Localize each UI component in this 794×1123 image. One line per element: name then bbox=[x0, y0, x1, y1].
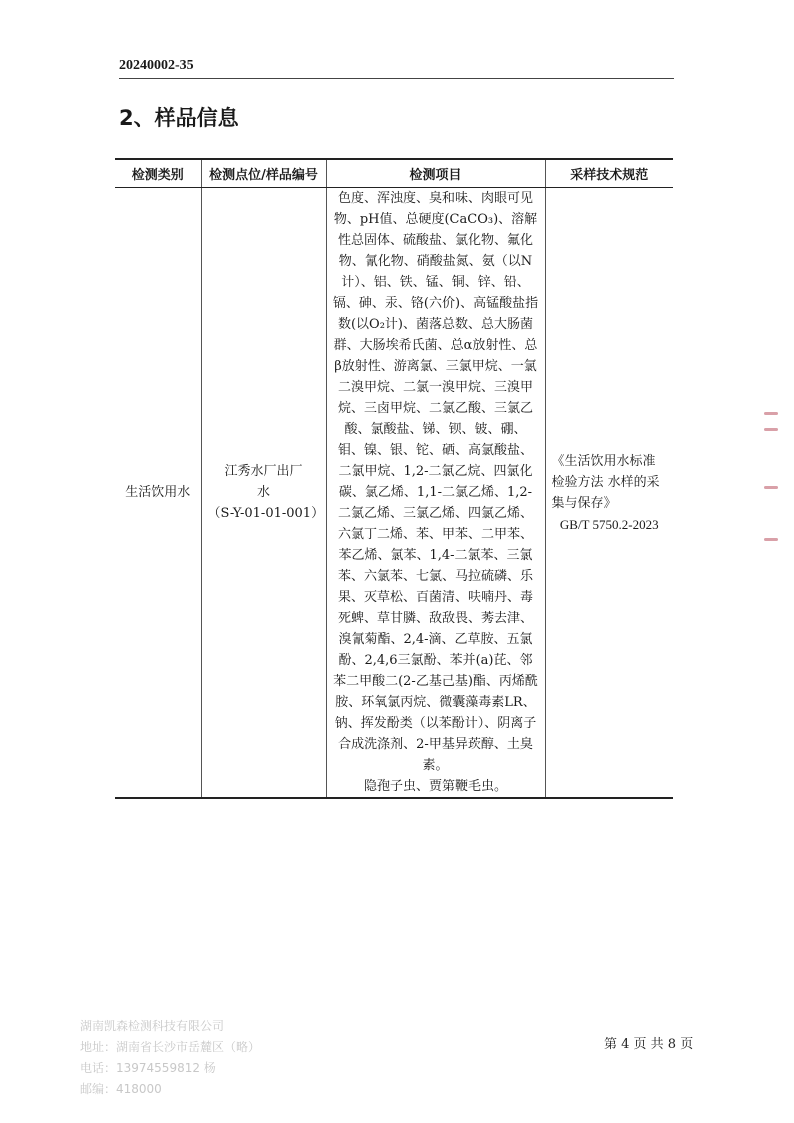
category-text: 生活饮用水 bbox=[125, 485, 191, 500]
header-standard: 采样技术规范 bbox=[545, 159, 673, 188]
header-rule bbox=[119, 78, 674, 79]
seal-edge-mark bbox=[764, 486, 778, 489]
header-category: 检测类别 bbox=[115, 159, 201, 188]
location-text: 江秀水厂出厂水 bbox=[224, 464, 303, 500]
footer-company-line: 电话：13974559812 杨 bbox=[80, 1061, 216, 1075]
seal-edge-mark bbox=[764, 538, 778, 541]
cell-location bbox=[201, 188, 326, 799]
footer-company-info bbox=[80, 1016, 260, 1100]
table-header-row bbox=[115, 159, 673, 188]
items-text: 色度、浑浊度、臭和味、肉眼可见物、pH值、总硬度(CaCO₃)、溶解性总固体、硫酸盐、氯化物、氟化物、氰化物、硝酸盐氮、氨（以N计）、铝、铁、锰、铜、锌、铅、镉、砷、汞、铬(六价)、高锰酸盐指数(以O₂计)、菌落总数、总大肠菌群、大肠埃希氏菌、总α放射性、总β放射性、游离氯、三氯甲烷、一氯二溴甲烷、二氯一溴甲烷、三溴甲烷、三卤甲烷、二氯乙酸、三氯乙酸、氯酸盐、锑、钡、铍、硼、钼、镍、银、铊、硒、高氯酸盐、二氯甲烷、1,2-二氯乙烷、四氯化碳、氯乙烯、1,1-二氯乙烯、1,2-二氯乙烯、三氯乙烯、四氯乙烯、六氯丁二烯、苯、甲苯、二甲苯、苯乙烯、氯苯、1,4-二氯苯、三氯苯、六氯苯、七氯、马拉硫磷、乐果、灭草松、百菌清、呋喃丹、毒死蜱、草甘膦、敌敌畏、莠去津、溴氰菊酯、2,4-滴、乙草胺、五氯酚、2,4,6三氯酚、苯并(a)芘、邻苯二甲酸二(2-乙基己基)酯、丙烯酰胺、环氧氯丙烷、微囊藻毒素LR、钠、挥发酚类（以苯酚计）、阴离子合成洗涤剂、2-甲基异莰醇、土臭素。 bbox=[332, 191, 539, 773]
cell-standard bbox=[545, 188, 673, 799]
items-last-line: 隐孢子虫、贾第鞭毛虫。 bbox=[363, 779, 507, 794]
sample-info-table bbox=[115, 158, 673, 799]
report-number: 20240002-35 bbox=[119, 58, 194, 73]
footer-company-line: 地址：湖南省长沙市岳麓区（略） bbox=[80, 1040, 261, 1054]
seal-edge-mark bbox=[764, 428, 778, 431]
seal-edge-mark bbox=[764, 412, 778, 415]
header-location: 检测点位/样品编号 bbox=[201, 159, 326, 188]
cell-category bbox=[115, 188, 201, 799]
header-items: 检测项目 bbox=[326, 159, 545, 188]
footer-company-line: 湖南凯森检测科技有限公司 bbox=[80, 1019, 225, 1033]
sample-id-text: （S-Y-01-01-001） bbox=[207, 506, 325, 521]
cell-items bbox=[326, 188, 545, 799]
footer-company-line: 邮编：418000 bbox=[80, 1082, 162, 1096]
standard-code: GB/T 5750.2-2023 bbox=[559, 516, 659, 532]
table-row bbox=[115, 188, 673, 799]
page-number: 第 4 页 共 8 页 bbox=[604, 1037, 694, 1052]
section-title: 2、样品信息 bbox=[119, 106, 239, 130]
standard-text: 《生活饮用水标准检验方法 水样的采集与保存》 bbox=[551, 453, 660, 511]
